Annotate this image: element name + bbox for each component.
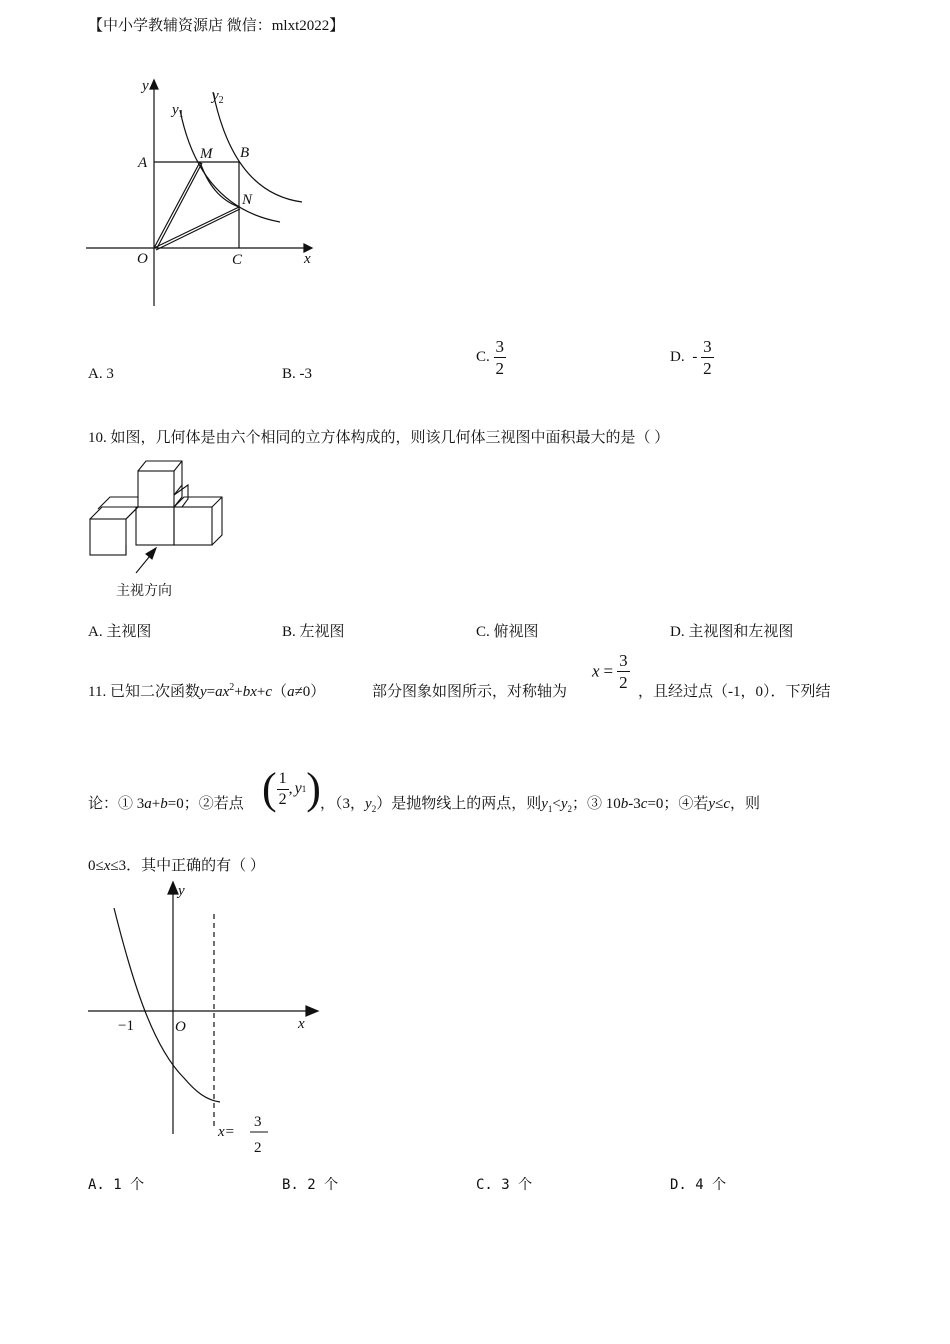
page-header: 【中小学教辅资源店 微信：mlxt2022】 <box>88 18 345 34</box>
q11-option-c[interactable]: C. 3 个 <box>476 1177 533 1193</box>
q11-label-den: 2 <box>254 1140 262 1156</box>
q9-figure <box>80 70 330 315</box>
q9-option-c[interactable]: C. $\frac{3}{2}$ <box>476 337 505 378</box>
q9-option-c-fraction: $\frac{3}{2}$ <box>495 337 505 378</box>
q11-label-xeq: x= <box>218 1124 235 1140</box>
q9-label-x: x <box>304 251 311 267</box>
q11-label-num: 3 <box>254 1114 262 1130</box>
q11-label-x: x <box>298 1016 305 1032</box>
q9-label-y1: $y_1$ <box>172 102 184 120</box>
q9-label-o: O <box>137 251 148 267</box>
q9-label-b: B <box>240 145 250 161</box>
q9-label-c: C <box>232 252 243 268</box>
q9-option-d[interactable]: D. - $\frac{3}{2}$ <box>670 337 712 378</box>
q11-label-neg1: −1 <box>118 1018 134 1034</box>
q11-stem-line2-rest: ，（3，$y_2$）是抛物线上的两点，则$y_1<y_2$；③ 10b-3c=0；④若y≤c，则 <box>320 796 761 814</box>
q11-label-o: O <box>175 1019 186 1035</box>
q10-option-d[interactable]: D. 主视图和左视图 <box>670 624 794 640</box>
q11-stem-mid: 部分图象如图所示，对称轴为 <box>372 684 568 700</box>
q10-stem: 10. 如图，几何体是由六个相同的立方体构成的，则该几何体三视图中面积最大的是（ ） <box>88 430 670 446</box>
q11-option-a[interactable]: A. 1 个 <box>88 1177 145 1193</box>
q11-stem-end: ，且经过点（-1，0）．下列结 <box>638 684 831 700</box>
q9-option-a[interactable]: A. 3 <box>88 366 114 382</box>
q10-figure <box>84 455 234 605</box>
q9-label-a: A <box>138 155 148 171</box>
q9-label-y: y <box>142 78 149 94</box>
q11-option-d[interactable]: D. 4 个 <box>670 1177 727 1193</box>
q9-option-d-fraction: $\frac{3}{2}$ <box>703 337 712 378</box>
q11-figure <box>84 878 334 1160</box>
q11-stem-line3: 0≤x≤3．其中正确的有（ ） <box>88 858 265 874</box>
q9-label-m: M <box>200 146 213 162</box>
q9-option-b[interactable]: B. -3 <box>282 366 312 382</box>
q11-stem-line1: 11. 已知二次函数$y=ax^2+bx+c(a\ne 0)$ <box>88 682 326 700</box>
q11-option-b[interactable]: B. 2 个 <box>282 1177 339 1193</box>
q10-option-a[interactable]: A. 主视图 <box>88 624 152 640</box>
q10-figure-caption: 主视方向 <box>116 583 172 599</box>
q11-stem-line2-start: 论：① 3a+b=0；②若点 <box>88 796 244 812</box>
q9-label-n: N <box>242 192 253 208</box>
q10-option-b[interactable]: B. 左视图 <box>282 624 345 640</box>
q10-option-c[interactable]: C. 俯视图 <box>476 624 539 640</box>
q11-label-y: y <box>178 883 185 899</box>
q9-label-y2: $y_2$ <box>212 88 224 106</box>
q11-axis-formula: x = $\frac{3}{2}$ <box>592 651 628 692</box>
q11-point: ( $\frac{1}{2}$ , y 1 ) <box>262 764 321 813</box>
